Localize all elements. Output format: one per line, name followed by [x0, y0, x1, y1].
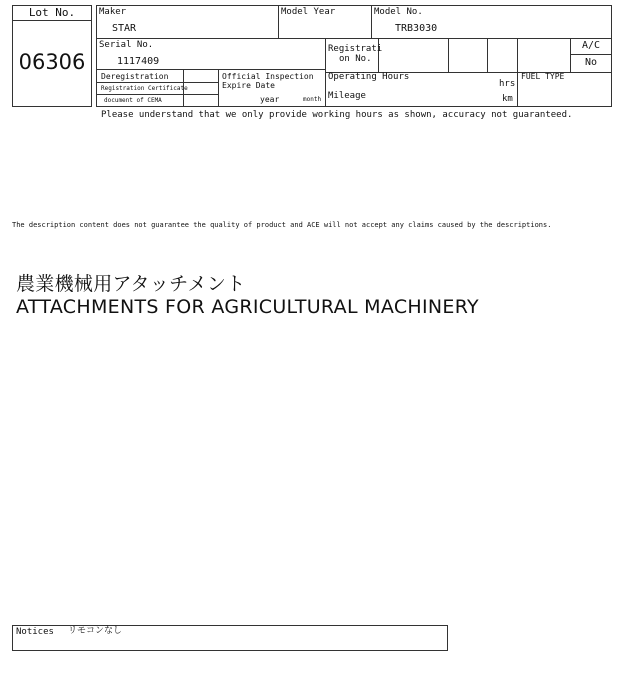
grid-vrule-reg — [325, 38, 326, 107]
inspection-year-label: year — [260, 95, 280, 104]
grid-vrule-reg4 — [487, 38, 488, 72]
model-no-value: TRB3030 — [395, 23, 438, 34]
description-disclaimer: The description content does not guarantee the quality of product and ACE will not accept any claims caused by the descriptions. — [12, 221, 552, 229]
grid-vrule-inspection — [218, 69, 219, 107]
lot-divider — [12, 20, 92, 21]
ac-label: A/C — [581, 40, 601, 51]
grid-vrule-hrs — [517, 38, 518, 107]
inspection-month-label: month — [303, 96, 322, 103]
grid-vrule-reg3 — [448, 38, 449, 72]
registration-certificate-label: Registration Certificate — [101, 85, 188, 92]
inspection-label-line2: Expire Date — [222, 81, 275, 90]
lot-label: Lot No. — [28, 6, 76, 19]
registration-label-line2: on No. — [339, 54, 372, 64]
model-no-label: Model No. — [374, 7, 423, 17]
notices-label: Notices — [16, 627, 54, 637]
maker-label: Maker — [99, 7, 127, 17]
grid-vrule-modelyear — [278, 5, 279, 38]
grid-rule-row1 — [96, 38, 612, 39]
grid-rule-dereg1 — [96, 82, 218, 83]
title-japanese: 農業機械用アタッチメント — [16, 273, 246, 295]
serial-value: 1117409 — [117, 56, 160, 67]
grid-rule-dereg2 — [96, 94, 218, 95]
serial-label: Serial No. — [99, 40, 154, 50]
inspection-label-line1: Official Inspection — [222, 72, 314, 81]
grid-rule-ac — [570, 54, 612, 55]
model-year-label: Model Year — [281, 7, 336, 17]
fuel-type-label: FUEL TYPE — [521, 72, 565, 81]
registration-label-line1: Registrati — [328, 44, 383, 54]
cema-document-label: document of CEMA — [104, 97, 162, 104]
grid-vrule-modelno — [371, 5, 372, 38]
mileage-label: Mileage — [328, 91, 366, 101]
grid-rule-row2-left — [96, 69, 325, 70]
operating-hours-unit: hrs — [499, 79, 516, 89]
notices-value: リモコンなし — [68, 626, 123, 636]
lot-number: 06306 — [18, 50, 86, 74]
deregistration-label: Deregistration — [101, 72, 169, 81]
title-english: ATTACHMENTS FOR AGRICULTURAL MACHINERY — [16, 296, 479, 318]
hours-disclaimer: Please understand that we only provide working hours as shown, accuracy not guaranteed. — [101, 110, 573, 120]
operating-hours-label: Operating Hours — [328, 72, 410, 82]
mileage-unit: km — [502, 94, 513, 104]
maker-value: STAR — [112, 23, 137, 34]
ac-value: No — [584, 57, 598, 68]
